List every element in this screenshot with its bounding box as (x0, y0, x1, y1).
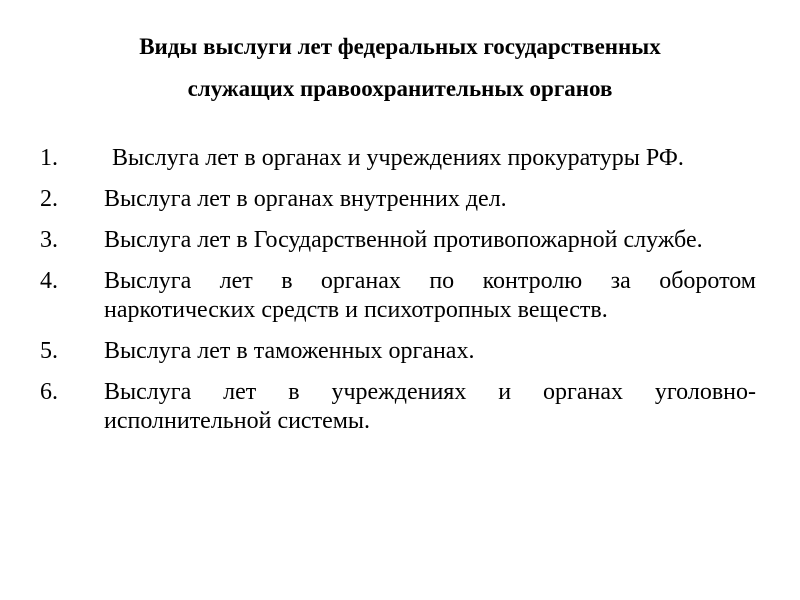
list-item-text: Выслуга лет в таможенных органах. (104, 338, 475, 364)
slide-title-line-1: Виды выслуги лет федеральных государственных (139, 34, 661, 59)
list-item (40, 378, 756, 436)
slide-title (60, 26, 740, 110)
list-item-text: Выслуга лет в органах внутренних дел. (104, 186, 507, 212)
list-item (40, 185, 756, 214)
list-item (40, 144, 756, 173)
list-item (40, 337, 756, 366)
list-item-number: 6. (40, 379, 58, 405)
list-item-number: 3. (40, 227, 58, 253)
numbered-list (40, 144, 756, 448)
list-item-number: 5. (40, 338, 58, 364)
list-item-number: 2. (40, 186, 58, 212)
list-item-number: 1. (40, 145, 58, 171)
list-item-text: Выслуга лет в Государственной противопожарной службе. (104, 227, 703, 253)
list-item-number: 4. (40, 268, 58, 294)
list-item-text: Выслуга лет в учреждениях и органах уголовно-исполнительной системы. (104, 379, 756, 434)
list-item-text: Выслуга лет в органах и учреждениях прокуратуры РФ. (112, 145, 684, 171)
list-item-text: Выслуга лет в органах по контролю за оборотом наркотических средств и психотропных веществ. (104, 268, 756, 323)
list-item (40, 226, 756, 255)
list-item (40, 267, 756, 325)
slide-title-line-2: служащих правоохранительных органов (187, 76, 613, 101)
